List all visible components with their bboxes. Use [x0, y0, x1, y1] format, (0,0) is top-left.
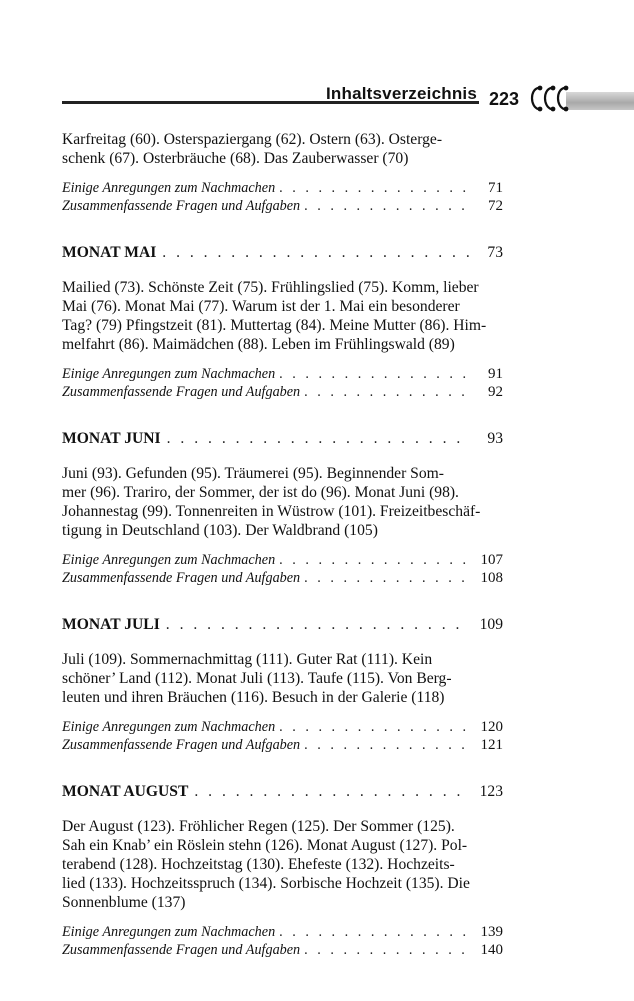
leader-dots — [304, 736, 469, 754]
section-title: MONAT JUNI — [62, 430, 161, 447]
paragraph-line: leuten und ihren Bräuchen (116). Besuch in der Galerie (118) — [62, 689, 445, 706]
section-paragraph — [62, 464, 503, 540]
toc-entry-page: 72 — [488, 198, 503, 214]
section-title: MONAT JULI — [62, 616, 160, 633]
leader-dots — [279, 551, 469, 569]
intro-paragraph — [62, 130, 503, 168]
toc-entry[interactable] — [62, 923, 503, 941]
toc-entry[interactable] — [62, 365, 503, 383]
paragraph-line: Johannestag (99). Tonnenreiten in Wüstrow (101). Freizeitbeschäf- — [62, 503, 481, 520]
header-band — [566, 92, 634, 110]
toc-entry-label: Zusammenfassende Fragen und Aufgaben — [62, 198, 301, 214]
paragraph-line: melfahrt (86). Maimädchen (88). Leben im Frühlingswald (89) — [62, 336, 455, 353]
leader-dots — [166, 615, 469, 635]
toc-entry-page: 140 — [480, 942, 503, 958]
toc-entry[interactable] — [62, 197, 503, 215]
section-paragraph — [62, 650, 503, 707]
toc-entry-label: Zusammenfassende Fragen und Aufgaben — [62, 570, 301, 586]
leader-dots — [304, 197, 469, 215]
paragraph-line: Mai (76). Monat Mai (77). Warum ist der 1. Mai ein besonderer — [62, 298, 460, 315]
toc-entry[interactable] — [62, 941, 503, 959]
paragraph-line: tigung in Deutschland (103). Der Waldbrand (105) — [62, 522, 378, 539]
toc-entry-page: 91 — [488, 366, 503, 382]
section-title: MONAT AUGUST — [62, 783, 189, 800]
toc-entry-page: 121 — [480, 737, 503, 753]
paragraph-line: lied (133). Hochzeitsspruch (134). Sorbische Hochzeit (135). Die — [62, 875, 470, 892]
toc-entry-label: Einige Anregungen zum Nachmachen — [62, 180, 276, 196]
toc-entry-label: Zusammenfassende Fragen und Aufgaben — [62, 942, 301, 958]
paragraph-line: Tag? (79) Pfingstzeit (81). Muttertag (84). Meine Mutter (86). Him- — [62, 317, 487, 334]
section-page: 109 — [479, 616, 503, 633]
header-page-number: 223 — [489, 89, 520, 109]
toc-entry-page: 92 — [488, 384, 503, 400]
toc-entry-label: Zusammenfassende Fragen und Aufgaben — [62, 737, 301, 753]
toc-entry-page: 108 — [480, 570, 503, 586]
paragraph-line: schöner’ Land (112). Monat Juli (113). Taufe (115). Von Berg- — [62, 670, 452, 687]
section-paragraph — [62, 817, 503, 912]
toc-entry[interactable] — [62, 179, 503, 197]
leader-dots — [279, 923, 469, 941]
paragraph-line: Juli (109). Sommernachmittag (111). Guter Rat (111). Kein — [62, 651, 433, 668]
toc-entry-page: 120 — [480, 719, 503, 735]
leader-dots — [279, 718, 469, 736]
toc-entry[interactable] — [62, 569, 503, 587]
section-heading-mai[interactable] — [62, 243, 503, 263]
intro-line-1: Karfreitag (60). Osterspaziergang (62). Ostern (63). Osterge- — [62, 131, 443, 148]
section-heading-august[interactable] — [62, 782, 503, 802]
section-page: 123 — [479, 783, 503, 800]
section-paragraph — [62, 278, 503, 354]
toc-entry-label: Einige Anregungen zum Nachmachen — [62, 366, 276, 382]
paragraph-line: Sah ein Knab’ ein Röslein stehn (126). Monat August (127). Pol- — [62, 837, 468, 854]
paragraph-line: Sonnenblume (137) — [62, 894, 186, 911]
paragraph-line: Mailied (73). Schönste Zeit (75). Frühlingslied (75). Komm, lieber — [62, 279, 479, 296]
toc-entry-page: 107 — [480, 552, 503, 568]
intro-line-2: schenk (67). Osterbräuche (68). Das Zauberwasser (70) — [62, 150, 409, 167]
leader-dots — [304, 941, 469, 959]
leader-dots — [162, 243, 469, 263]
toc-entry-page: 139 — [480, 924, 503, 940]
leader-dots — [304, 383, 469, 401]
toc-content — [62, 130, 503, 959]
toc-entry-label: Einige Anregungen zum Nachmachen — [62, 924, 276, 940]
header-title: Inhaltsverzeichnis — [326, 84, 477, 103]
leader-dots — [167, 429, 469, 449]
paragraph-line: terabend (128). Hochzeitstag (130). Ehefeste (132). Hochzeits- — [62, 856, 455, 873]
section-title: MONAT MAI — [62, 244, 157, 261]
leader-dots — [194, 782, 469, 802]
toc-entry-page: 71 — [488, 180, 503, 196]
book-ornament-icon — [526, 82, 576, 114]
toc-entry[interactable] — [62, 551, 503, 569]
section-heading-juli[interactable] — [62, 615, 503, 635]
leader-dots — [279, 179, 469, 197]
toc-entry[interactable] — [62, 718, 503, 736]
leader-dots — [279, 365, 469, 383]
section-page: 93 — [487, 430, 503, 447]
paragraph-line: Der August (123). Fröhlicher Regen (125). Der Sommer (125). — [62, 818, 455, 835]
section-page: 73 — [487, 244, 503, 261]
toc-entry[interactable] — [62, 736, 503, 754]
paragraph-line: Juni (93). Gefunden (95). Träumerei (95). Beginnender Som- — [62, 465, 444, 482]
toc-entry[interactable] — [62, 383, 503, 401]
toc-entry-label: Einige Anregungen zum Nachmachen — [62, 552, 276, 568]
section-heading-juni[interactable] — [62, 429, 503, 449]
toc-entry-label: Einige Anregungen zum Nachmachen — [62, 719, 276, 735]
paragraph-line: mer (96). Trariro, der Sommer, der ist do (96). Monat Juni (98). — [62, 484, 459, 501]
toc-entry-label: Zusammenfassende Fragen und Aufgaben — [62, 384, 301, 400]
leader-dots — [304, 569, 469, 587]
